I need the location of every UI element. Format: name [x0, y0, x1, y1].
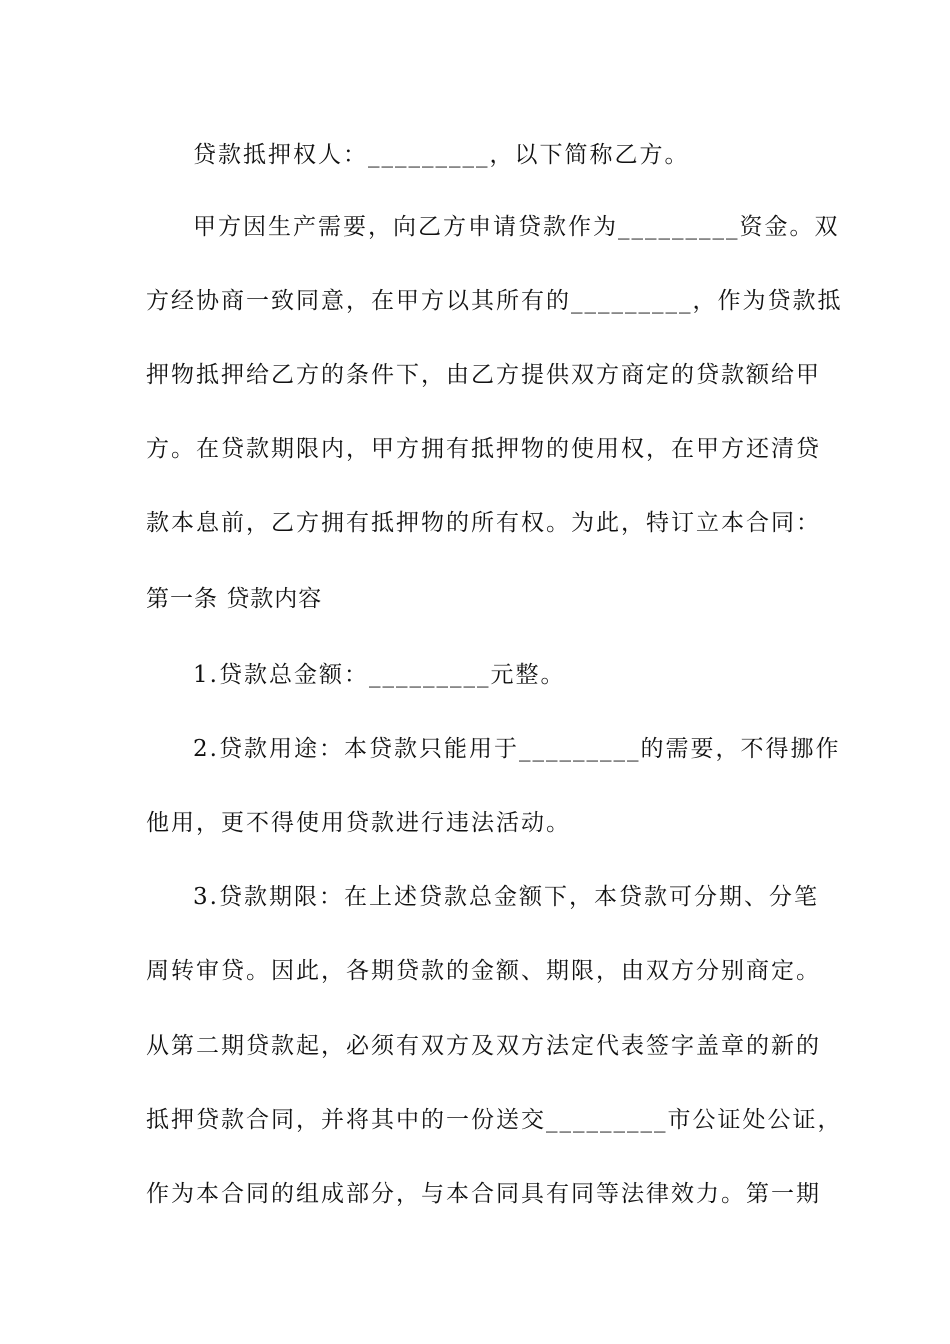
paragraph-mortgagee-line: 贷款抵押权人：_________，以下简称乙方。 [193, 142, 690, 168]
paragraph-line: 甲方因生产需要，向乙方申请贷款作为_________资金。双 [193, 214, 840, 240]
article-heading: 第一条 贷款内容 [146, 586, 323, 612]
paragraph-line: 款本息前，乙方拥有抵押物的所有权。为此，特订立本合同： [146, 510, 821, 536]
paragraph-line: 周转审贷。因此，各期贷款的金额、期限，由双方分别商定。 [146, 958, 821, 984]
paragraph-line: 作为本合同的组成部分，与本合同具有同等法律效力。第一期 [146, 1181, 821, 1207]
paragraph-line: 押物抵押给乙方的条件下，由乙方提供双方商定的贷款额给甲 [146, 362, 821, 388]
paragraph-line: 抵押贷款合同，并将其中的一份送交_________市公证处公证， [146, 1107, 843, 1133]
paragraph-line: 方。在贷款期限内，甲方拥有抵押物的使用权，在甲方还清贷 [146, 436, 821, 462]
paragraph-line: 从第二期贷款起，必须有双方及双方法定代表签字盖章的新的 [146, 1033, 821, 1059]
paragraph-line: 他用，更不得使用贷款进行违法活动。 [146, 810, 571, 836]
paragraph-line: 方经协商一致同意，在甲方以其所有的_________，作为贷款抵 [146, 288, 843, 314]
clause-item: 3.贷款期限：在上述贷款总金额下，本贷款可分期、分笔 [193, 884, 819, 910]
clause-item: 2.贷款用途：本贷款只能用于_________的需要，不得挪作 [193, 736, 841, 762]
clause-item: 1.贷款总金额：_________元整。 [193, 662, 566, 688]
